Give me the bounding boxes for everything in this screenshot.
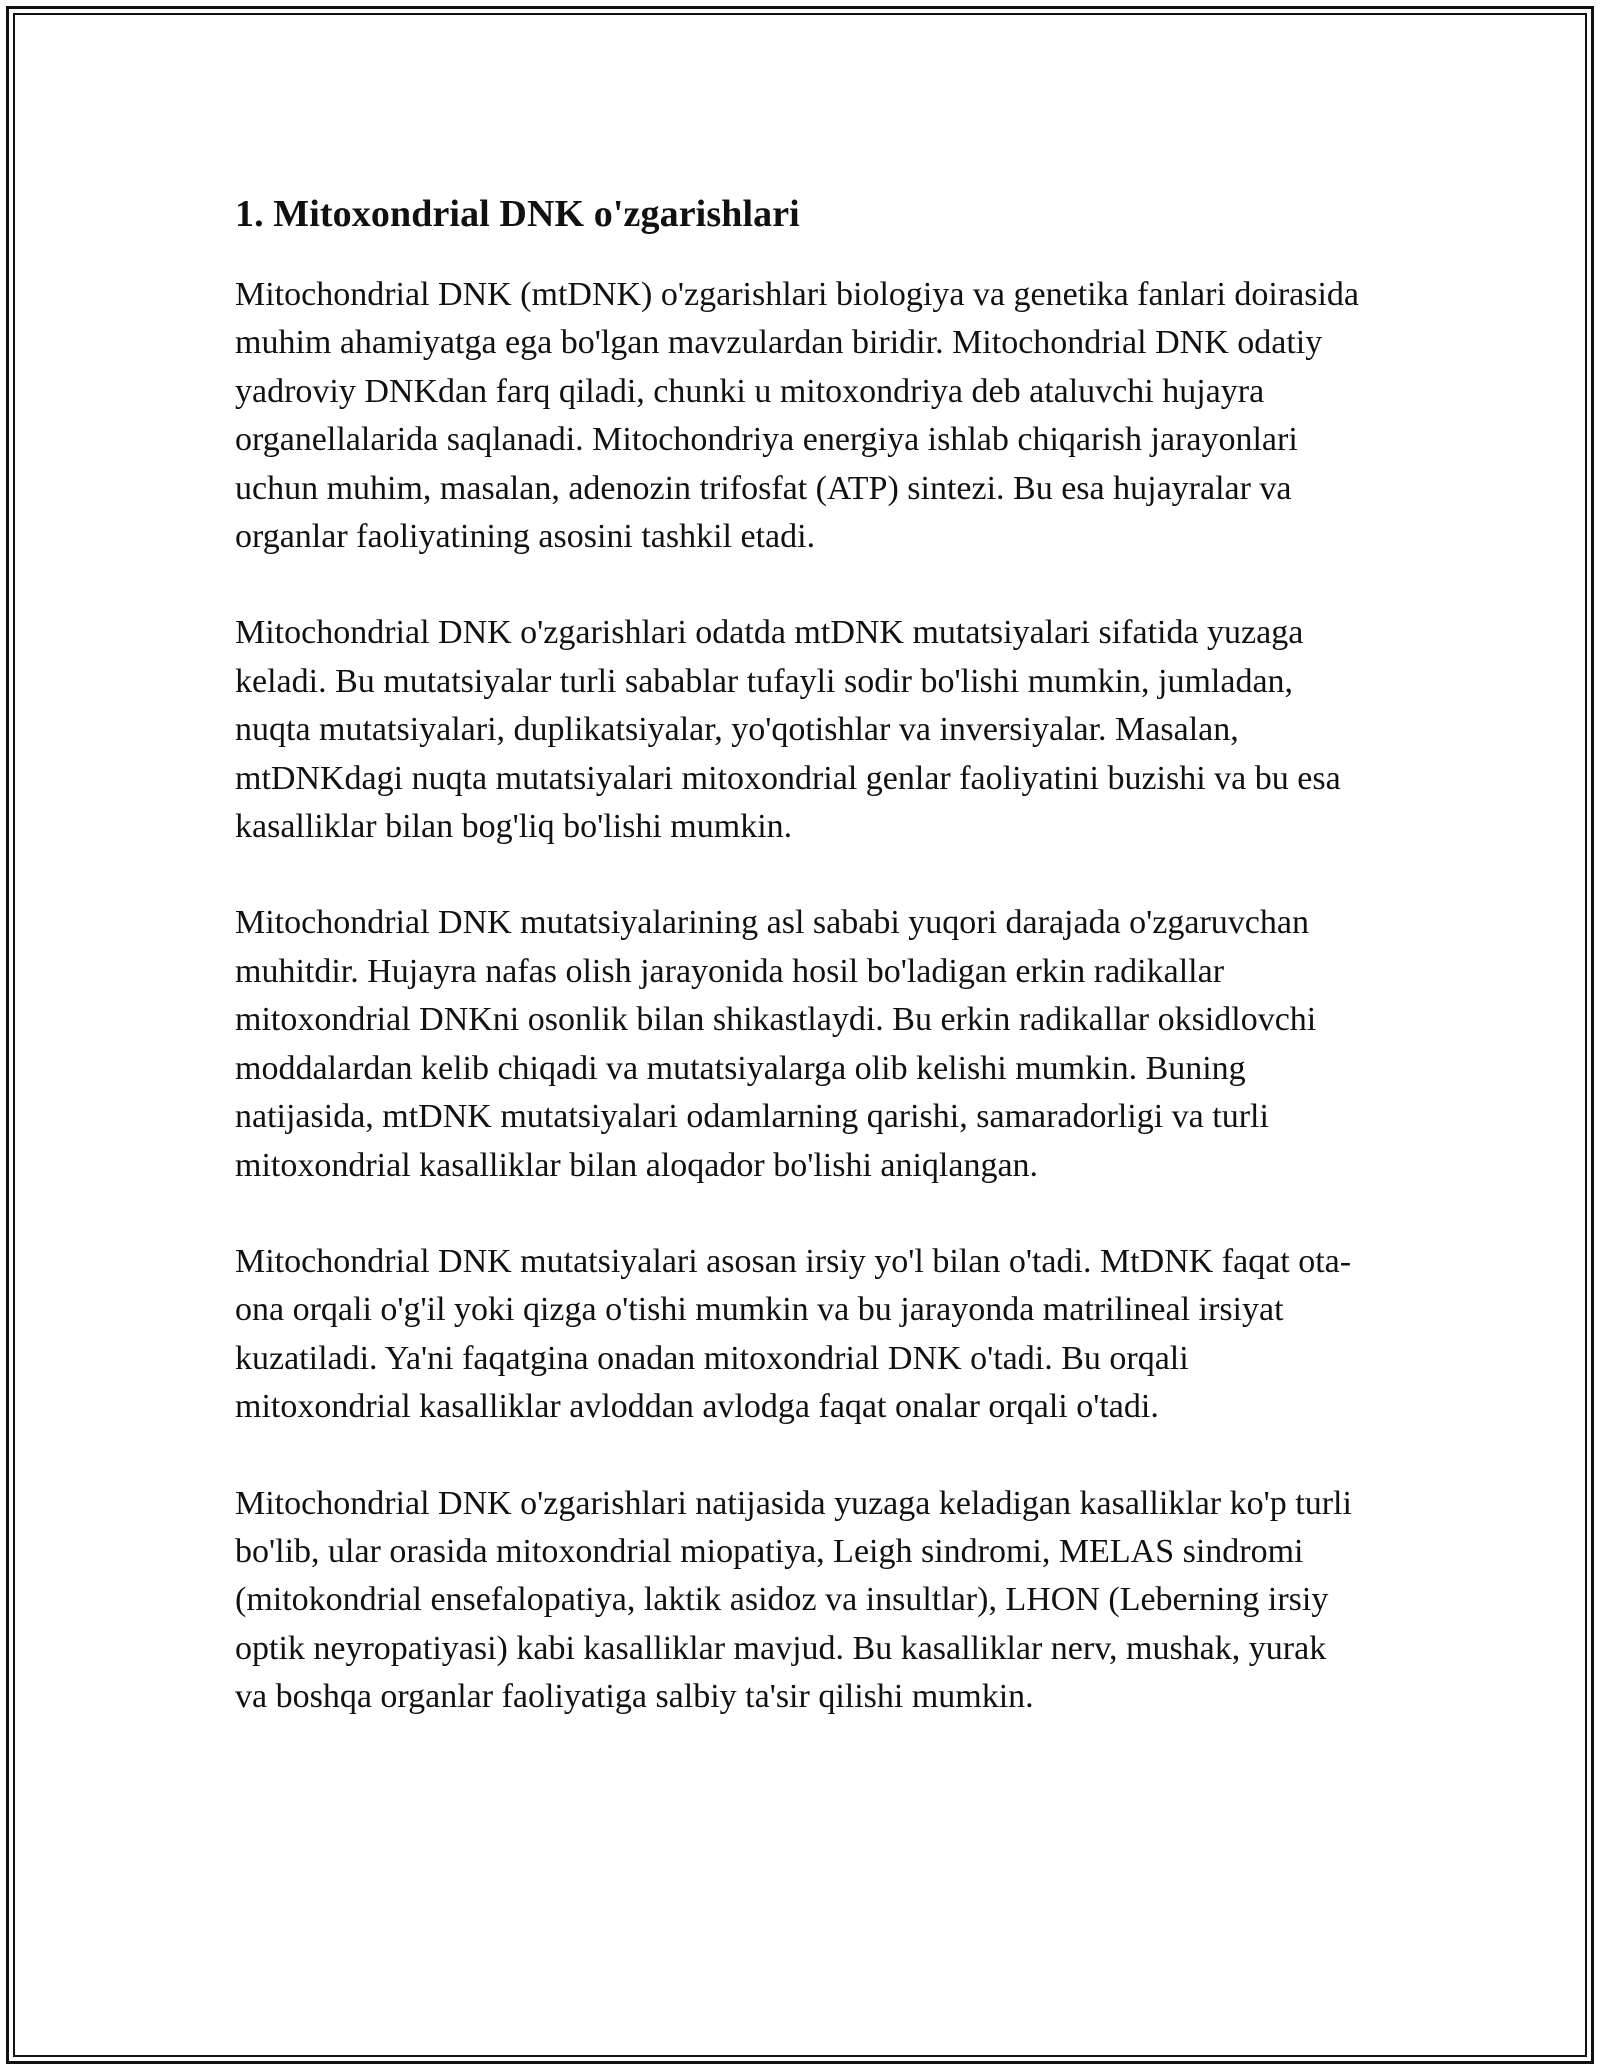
paragraph-4: Mitochondrial DNK mutatsiyalari asosan irsiy yo'l bilan o'tadi. MtDNK faqat ota-ona orqali o'g'il yoki qizga o'tishi mumkin va bu jarayonda matrilineal irsiyat kuzatiladi. Ya'ni faqatgina onadan mitoxondrial DNK o'tadi. Bu orqali mitoxondrial kasalliklar avloddan avlodga faqat onalar orqali o'tadi. [235,1242,1352,1426]
paragraph-3: Mitochondrial DNK mutatsiyalarining asl sababi yuqori darajada o'zgaruvchan muhitdir. Hujayra nafas olish jarayonida hosil bo'ladigan erkin radikallar mitoxondrial DNKni osonlik bilan shikastlaydi. Bu erkin radikallar oksidlovchi moddalardan kelib chiqadi va mutatsiyalarga olib kelishi mumkin. Buning natijasida, mtDNK mutatsiyalari odamlarning qarishi, samaradorligi va turli mitoxondrial kasalliklar bilan aloqador bo'lishi aniqlangan. [235,904,1317,1184]
paragraph-5: Mitochondrial DNK o'zgarishlari natijasida yuzaga keladigan kasalliklar ko'p turli bo'lib, ular orasida mitoxondrial miopatiya, Leigh sindromi, MELAS sindromi (mitokondrial ensefalopatiya, laktik asidoz va insultlar), LHON (Leberning irsiy optik neyropatiyasi) kabi kasalliklar mavjud. Bu kasalliklar nerv, mushak, yurak va boshqa organlar faoliyatiga salbiy ta'sir qilishi mumkin. [235,1484,1352,1716]
section-heading: 1. Mitoxondrial DNK o'zgarishlari [235,193,800,235]
paragraph-1: Mitochondrial DNK (mtDNK) o'zgarishlari biologiya va genetika fanlari doirasida muhim ahamiyatga ega bo'lgan mavzulardan biridir. Mitochondrial DNK odatiy yadroviy DNKdan farq qiladi, chunki u mitoxondriya deb ataluvchi hujayra organellalarida saqlanadi. Mitochondriya energiya ishlab chiqarish jarayonlari uchun muhim, masalan, adenozin trifosfat (ATP) sintezi. Bu esa hujayralar va organlar faoliyatining asosini tashkil etadi. [235,276,1360,556]
paragraph-2: Mitochondrial DNK o'zgarishlari odatda mtDNK mutatsiyalari sifatida yuzaga keladi. Bu mutatsiyalar turli sabablar tufayli sodir bo'lishi mumkin, jumladan, nuqta mutatsiyalari, duplikatsiyalar, yo'qotishlar va inversiyalar. Masalan, mtDNKdagi nuqta mutatsiyalari mitoxondrial genlar faoliyatini buzishi va bu esa kasalliklar bilan bog'liq bo'lishi mumkin. [235,614,1341,846]
document-body [235,185,1365,1770]
